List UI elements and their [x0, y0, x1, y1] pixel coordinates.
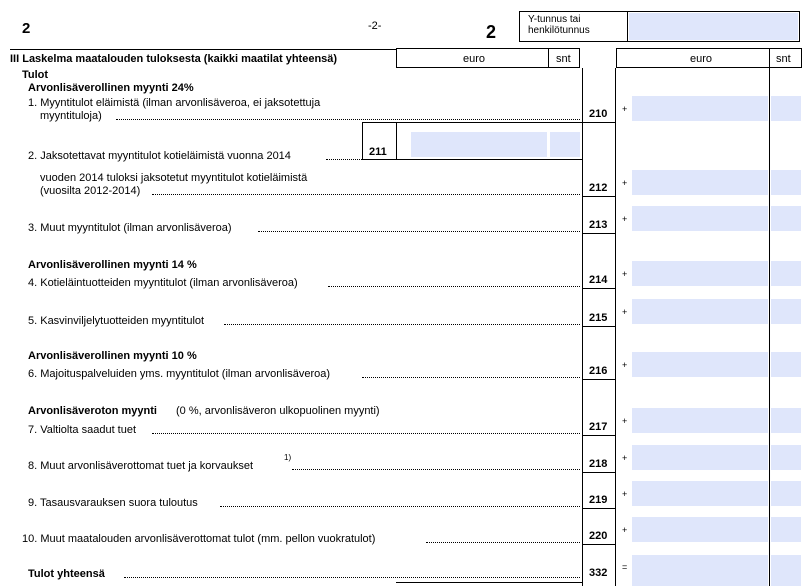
- row7-snt-field[interactable]: [771, 408, 801, 433]
- total-euro-field[interactable]: [632, 555, 768, 586]
- left-col-euro: euro: [463, 53, 486, 65]
- row8-label: 8. Muut arvonlisäverottomat tuet ja korvaukset: [28, 460, 253, 472]
- id-box-divider: [627, 11, 628, 42]
- row1-leader: [116, 119, 580, 120]
- row2b-plus: +: [622, 178, 628, 188]
- group-heading-14: Arvonlisäverollinen myynti 14 %: [28, 259, 197, 271]
- page-marker: -2-: [368, 20, 382, 32]
- row8-code-rule: [582, 472, 616, 473]
- row9-code: 219: [589, 494, 608, 506]
- row2b-label-line2: (vuosilta 2012-2014): [40, 185, 141, 197]
- row8-plus: +: [622, 453, 628, 463]
- row5-plus: +: [622, 307, 628, 317]
- total-label: Tulot yhteensä: [28, 568, 105, 580]
- row8-footnote: 1): [284, 453, 292, 462]
- row2b-code: 212: [589, 182, 608, 194]
- row5-code-rule: [582, 326, 616, 327]
- left-col-header: [396, 48, 580, 68]
- row1-snt-field[interactable]: [771, 96, 801, 121]
- total-snt-field[interactable]: [771, 555, 801, 586]
- row2-code: 211: [369, 146, 387, 158]
- row1-code-rule: [582, 122, 616, 123]
- row6-snt-field[interactable]: [771, 352, 801, 377]
- row2-leader: [326, 159, 362, 160]
- right-col-header-divider: [769, 48, 770, 68]
- row3-code: 213: [589, 219, 608, 231]
- row6-euro-field[interactable]: [632, 352, 768, 377]
- row8-euro-field[interactable]: [632, 445, 768, 470]
- total-bottom-rule: [396, 582, 582, 583]
- row9-snt-field[interactable]: [771, 481, 801, 506]
- row2b-code-rule: [582, 196, 616, 197]
- row9-leader: [220, 506, 580, 507]
- row1-label-line1: 1. Myyntitulot eläimistä (ilman arvonlisäveroa, ei jaksotettuja: [28, 97, 321, 109]
- row2-euro-field[interactable]: [411, 132, 547, 157]
- row3-label: 3. Muut myyntitulot (ilman arvonlisäveroa): [28, 222, 232, 234]
- row6-code-rule: [582, 379, 616, 380]
- row7-leader: [152, 433, 580, 434]
- row5-code: 215: [589, 312, 608, 324]
- total-equals: =: [622, 562, 628, 572]
- row4-snt-field[interactable]: [771, 261, 801, 286]
- row3-code-rule: [582, 233, 616, 234]
- id-label: Y-tunnus tai henkilötunnus: [528, 14, 590, 36]
- id-field[interactable]: [629, 13, 798, 40]
- group-heading-0: Arvonlisäveroton myynti: [28, 405, 157, 417]
- snt-divider: [769, 68, 770, 586]
- right-col-euro: euro: [690, 53, 713, 65]
- total-leader: [124, 577, 580, 578]
- row8-code: 218: [589, 458, 608, 470]
- row2-label: 2. Jaksotettavat myyntitulot kotieläimistä vuonna 2014: [28, 150, 291, 162]
- row9-label: 9. Tasausvarauksen suora tuloutus: [28, 497, 198, 509]
- row9-plus: +: [622, 489, 628, 499]
- row10-plus: +: [622, 525, 628, 535]
- row6-leader: [362, 377, 580, 378]
- row7-code-rule: [582, 435, 616, 436]
- page-number-right: 2: [486, 22, 497, 42]
- page-number-left: 2: [22, 20, 31, 37]
- row7-label: 7. Valtiolta saadut tuet: [28, 424, 137, 436]
- row2b-snt-field[interactable]: [771, 170, 801, 195]
- row4-euro-field[interactable]: [632, 261, 768, 286]
- row2b-euro-field[interactable]: [632, 170, 768, 195]
- left-col-snt: snt: [556, 53, 571, 65]
- row7-plus: +: [622, 416, 628, 426]
- row4-code-rule: [582, 288, 616, 289]
- row9-code-rule: [582, 508, 616, 509]
- row4-code: 214: [589, 274, 608, 286]
- row3-plus: +: [622, 214, 628, 224]
- section-top-rule: [10, 49, 396, 50]
- row4-leader: [328, 286, 580, 287]
- row2b-leader: [152, 194, 580, 195]
- row10-snt-field[interactable]: [771, 517, 801, 542]
- row5-snt-field[interactable]: [771, 299, 801, 324]
- row5-label: 5. Kasvinviljelytuotteiden myyntitulot: [28, 315, 205, 327]
- row6-plus: +: [622, 360, 628, 370]
- row10-leader: [426, 542, 580, 543]
- row10-code-rule: [582, 544, 616, 545]
- row7-code: 217: [589, 421, 608, 433]
- row4-label: 4. Kotieläintuotteiden myyntitulot (ilman arvonlisäveroa): [28, 277, 298, 289]
- row3-leader: [258, 231, 580, 232]
- row6-code: 216: [589, 365, 608, 377]
- row1-plus: +: [622, 104, 628, 114]
- row4-plus: +: [622, 269, 628, 279]
- row2-snt-field[interactable]: [550, 132, 580, 157]
- row3-euro-field[interactable]: [632, 206, 768, 231]
- row10-euro-field[interactable]: [632, 517, 768, 542]
- row9-euro-field[interactable]: [632, 481, 768, 506]
- left-col-header-divider: [548, 48, 549, 68]
- group-heading-0-note: (0 %, arvonlisäveron ulkopuolinen myynti): [176, 405, 380, 417]
- row6-label: 6. Majoituspalveluiden yms. myyntitulot (ilman arvonlisäveroa): [28, 368, 331, 380]
- income-heading: Tulot: [22, 69, 49, 81]
- row7-euro-field[interactable]: [632, 408, 768, 433]
- row1-label-line2: myyntituloja): [40, 110, 102, 122]
- section-title: III Laskelma maatalouden tuloksesta (kaikki maatilat yhteensä): [10, 53, 338, 65]
- row2-box-divider: [396, 122, 397, 160]
- row10-label: 10. Muut maatalouden arvonlisäverottomat tulot (mm. pellon vuokratulot): [22, 533, 376, 545]
- row10-code: 220: [589, 530, 608, 542]
- total-code: 332: [589, 567, 608, 579]
- row8-leader: [292, 469, 580, 470]
- row1-euro-field[interactable]: [632, 96, 768, 121]
- group-heading-24: Arvonlisäverollinen myynti 24%: [28, 82, 194, 94]
- row1-code: 210: [589, 108, 608, 120]
- row3-snt-field[interactable]: [771, 206, 801, 231]
- row2b-label-line1: vuoden 2014 tuloksi jaksotetut myyntitulot kotieläimistä: [40, 172, 308, 184]
- group-heading-10: Arvonlisäverollinen myynti 10 %: [28, 350, 197, 362]
- right-col-snt: snt: [776, 53, 791, 65]
- row5-leader: [224, 324, 580, 325]
- row5-euro-field[interactable]: [632, 299, 768, 324]
- row8-snt-field[interactable]: [771, 445, 801, 470]
